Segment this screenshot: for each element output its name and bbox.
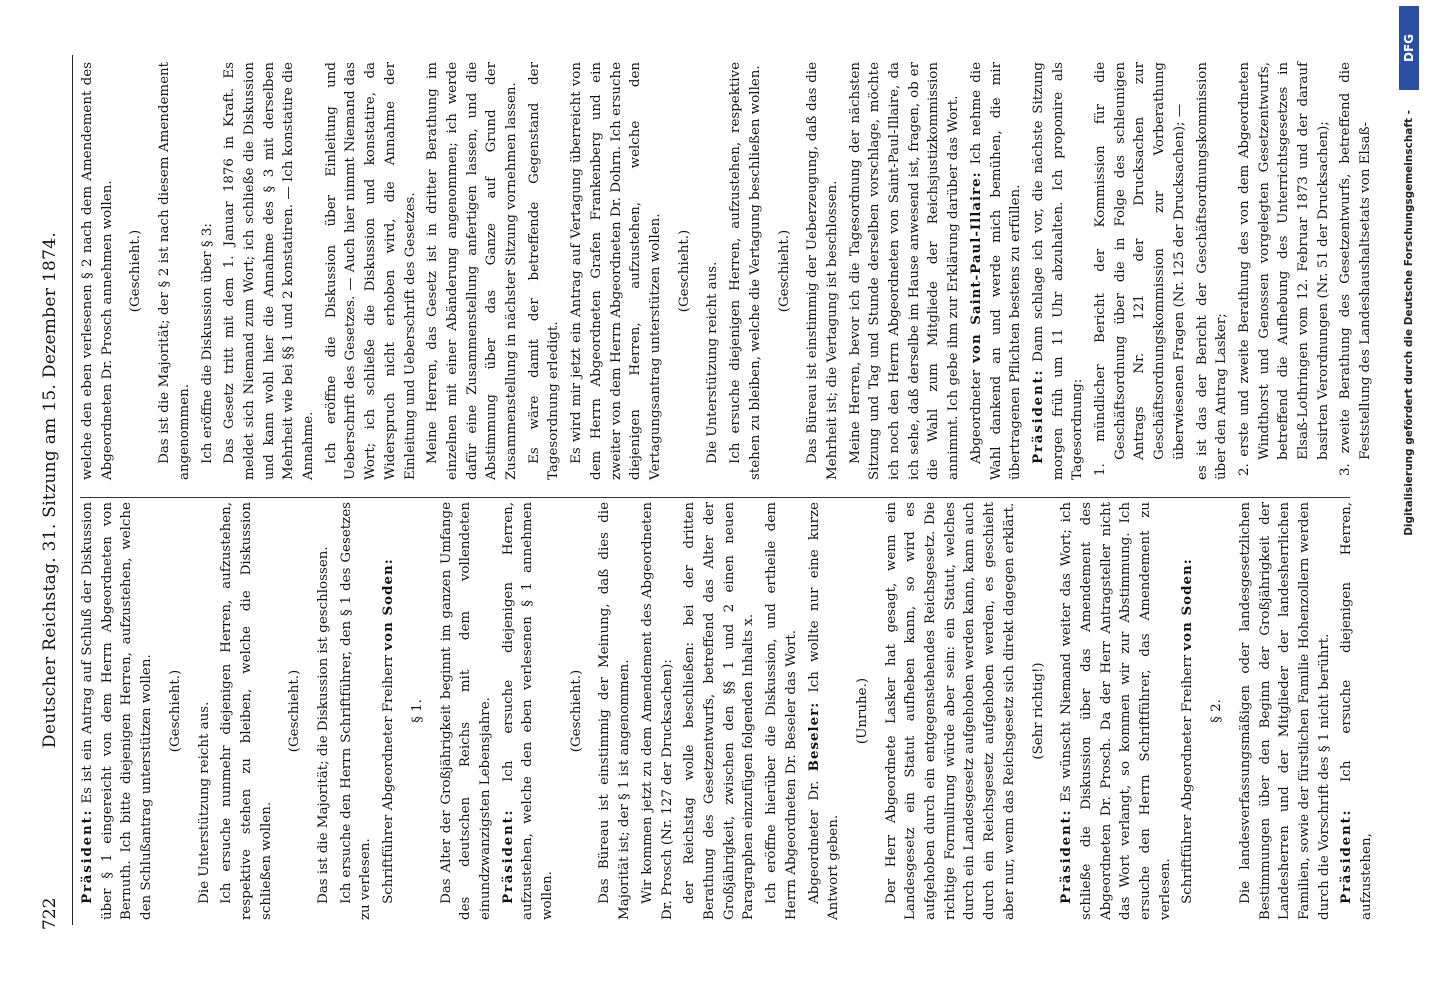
text-column-left — [78, 502, 1380, 920]
agenda-item — [1235, 62, 1334, 480]
paragraph — [726, 62, 765, 480]
paragraph-text: Ich eröffne die Diskussion über § 3: — [199, 223, 215, 464]
paragraph-text: Schriftführer Abgeordneter Freiherr — [381, 654, 397, 904]
paragraph-text: Die Unterstützung reicht aus. — [196, 701, 212, 904]
funding-sidebar — [1395, 0, 1427, 1000]
paragraph-text: Es wird mir jetzt ein Antrag auf Vertagung überreicht von dem Herrn Abgeordneten Grafen Frankenberg und ein zweiter von dem Herrn Abgeordneten Dr. Dohrn. Ich ersuche diejenigen Herren, aufzustehen, welche den Vertagungsantrag unterstützen wollen. — [569, 62, 663, 480]
paragraph — [680, 502, 759, 920]
running-title: Deutscher Reichstag. 31. Sitzung am 15. Dezember 1874. — [40, 231, 60, 749]
paragraph — [1057, 502, 1175, 920]
paragraph-text: Das Büreau ist einstimmig der Meinung, daß dies die Majorität ist; der § 1 ist angenommen. — [597, 502, 633, 920]
speaker-label: Präsident: — [1338, 808, 1355, 904]
paragraph — [762, 502, 801, 920]
paragraph — [155, 62, 194, 480]
paragraph — [437, 502, 496, 920]
paragraph-text: Dann schlage ich vor, die nächste Sitzung morgen früh um 11 Uhr abzuhalten. Ich proponire als Tagesordnung: — [1030, 62, 1086, 480]
paragraph-text: Die landesverfassungsmäßigen oder landesgesetzlichen Bestimmungen über den Beginn der Großjährigkeit der Landesherren und der Mitglieder der landesherrlichen Familien, sowie der fürstlichen Familie Hohenzollern werden durch die Vorschrift des § 1 nicht berührt. — [1237, 502, 1332, 920]
agenda-item — [1336, 62, 1375, 480]
funding-note: Digitalisierung gefördert durch die Deutsche Forschungsgemeinschaft - — [1403, 110, 1415, 536]
stage-direction: § 2. — [1209, 699, 1225, 723]
stage-direction: (Geschieht.) — [676, 229, 692, 313]
paragraph — [78, 62, 117, 480]
paragraph — [638, 502, 677, 920]
paragraph-text: Schriftführer Abgeordneter Freiherr — [1180, 654, 1196, 904]
paragraph — [1337, 502, 1376, 920]
speaker-name: von Saint-Paul-Illaire: — [967, 171, 984, 363]
paragraph — [78, 502, 157, 920]
paragraph-text: Abgeordneter Dr. — [806, 780, 822, 904]
paragraph-text: Es ist ein Antrag auf Schluß der Diskussion über § 1 eingereicht von dem Herrn Abgeordneten von Bernuth. Ich bitte diejenigen Herren, aufzustehen, welche den Schlußantrag unterstützen wollen. — [80, 502, 155, 920]
paragraph — [1029, 62, 1088, 480]
paragraph — [525, 62, 564, 480]
stage-direction: (Geschieht.) — [287, 669, 303, 753]
paragraph-text: Ich ersuche den Herrn Schriftführer, den § 1 des Gesetzes zu verlesen. — [338, 502, 374, 920]
paragraph — [567, 62, 666, 480]
paragraph-text: Das ist die Majorität; der § 2 ist nach diesem Amendement angenommen. — [157, 62, 192, 480]
paragraph-text: Ich eröffne die Diskussion über Einleitung und Ueberschrift des Gesetzes. — Auch hier nimmt Niemand das Wort; ich schließe die Diskussion und konstatire, da Widerspruch nicht erhoben wird, die Annahme der Einleitung und Ueberschrift des Gesetzes. — [323, 62, 418, 480]
header-rule — [72, 55, 73, 925]
paragraph-text: Ich ersuche diejenigen Herren, aufzustehen, — [1339, 502, 1375, 920]
dfg-logo: DFG — [1399, 6, 1419, 90]
paragraph-text: Ich nehme die Wahl dankend an und werde mich bemühen, die mir übertragenen Pflichten bestens zu erfüllen. — [968, 62, 1024, 480]
stage-direction: (Geschieht.) — [167, 669, 183, 753]
stage-direction: (Geschieht.) — [568, 669, 584, 753]
paragraph — [337, 502, 376, 920]
paragraph — [703, 62, 723, 480]
stage-direction: (Unruhe.) — [854, 677, 870, 745]
paragraph — [846, 62, 964, 480]
paragraph — [198, 62, 218, 480]
paragraph-text: Das ist die Majorität; die Diskussion ist geschlossen. — [316, 546, 332, 904]
paragraph — [967, 62, 1026, 480]
speaker-name: von Soden: — [1179, 558, 1196, 651]
paragraph-text: Das Alter der Großjährigkeit beginnt im ganzen Umfange des deutschen Reichs mit dem vollendeten einundzwanzigsten Lebensjahre. — [438, 502, 493, 920]
agenda-item — [1091, 62, 1190, 480]
speaker-label: Präsident: — [79, 808, 95, 904]
paragraph-text: Abgeordneter — [968, 369, 984, 464]
paragraph — [1236, 502, 1335, 920]
stage-direction: § 1. — [409, 699, 425, 723]
paragraph-text: Ich ersuche diejenigen Herren, aufzustehen, respektive stehen zu bleiben, welche die Vertagung beschließen wollen. — [728, 62, 763, 480]
text-column-right — [78, 62, 1379, 480]
speaker-label: Präsident: — [1058, 808, 1075, 904]
paragraph-text: Es wäre damit der betreffende Gegenstand der Tagesordnung erledigt. — [526, 62, 562, 480]
paragraph — [882, 502, 1020, 920]
paragraph-text: Ich wollte nur eine kurze Antwort geben. — [806, 502, 842, 920]
paragraph — [314, 502, 334, 920]
paragraph-text: Es wünscht Niemand weiter das Wort; ich schließe die Diskussion über das Amendement des Abgeordneten Dr. Prosch. Da der Herr Antragsteller nicht das Wort verlangt, so kommen wir zur Abstimmung. Ich ersuche den Herrn Schriftführer, das Amendement zu verlesen. — [1059, 502, 1173, 920]
paragraph — [595, 502, 634, 920]
page-header — [40, 50, 68, 930]
speaker-label: Präsident: — [1029, 368, 1046, 464]
paragraph — [805, 502, 844, 920]
paragraph — [499, 502, 558, 920]
stage-direction: (Geschieht.) — [776, 229, 792, 313]
paragraph-text: Das Gesetz tritt mit dem 1. Januar 1876 in Kraft. Es meldet sich Niemand zum Wort; ich schließe die Diskussion und kann wohl hier die Annahme des § 3 mit derselben Mehrheit wie bei §§ 1 und 2 konstatiren. — Ich konstatire die Annahme. — [222, 62, 317, 480]
paragraph-text: Der Herr Abgeordnete Lasker hat gesagt, wenn ein Landesgesetz ein Statut aufheben kann, so wird es aufgehoben durch ein entgegenstehendes Reichsgesetz. Die richtige Formulirung würde aber sein: ein Statut, welches durch ein Landesgesetz aufgehoben werden kann, kann auch durch ein Reichsgesetz aufgehoben werden, es geschieht aber nur, wenn das Reichsgesetz sich direkt dagegen erklärt. — [883, 502, 1017, 920]
stage-direction: (Geschieht.) — [128, 229, 144, 313]
paragraph-text: der Reichstag wolle beschließen: bei der dritten Berathung des Gesetzentwurfs, betreffend das Alter der Großjährigkeit, zwischen den §§ 1 und 2 einen neuen Paragraphen einzufügen folgenden Inhalts x. — [682, 502, 757, 920]
paragraph-text: Ich eröffne hierüber die Diskussion, und ertheile dem Herrn Abgeordneten Dr. Beseler das Wort. — [764, 502, 799, 920]
paragraph-text: Ich ersuche nunmehr diejenigen Herren, aufzustehen, respektive stehen zu bleiben, welche die Diskussion schließen wollen. — [219, 502, 274, 920]
paragraph-text: Das Büreau ist einstimmig der Ueberzeugung, daß das die Mehrheit ist; die Vertagung ist beschlossen. — [805, 62, 840, 480]
paragraph — [1178, 502, 1198, 920]
speaker-label: Präsident: — [499, 808, 516, 904]
paragraph-text: Die Unterstützung reicht aus. — [705, 261, 721, 464]
stage-direction: (Sehr richtig!) — [1030, 662, 1046, 760]
paragraph — [423, 62, 522, 480]
paragraph-text: Wir kommen jetzt zu dem Amendement des Abgeordneten Dr. Prosch (Nr. 127 der Drucksachen): — [639, 502, 675, 920]
column-divider — [80, 497, 1350, 498]
paragraph-text: Meine Herren, bevor ich die Tagesordnung der nächsten Sitzung und Tag und Stunde derselben vorschlage, möchte ich noch den Herrn Abgeordneten von Saint-Paul-Illaire, da ich sehe, daß derselbe im Hause anwesend ist, fragen, ob er die Wahl zum Mitgliede der Reichsjustizkommission annimmt. Ich gebe ihm zur Erklärung darüber das Wort. — [847, 62, 962, 480]
paragraph — [322, 62, 421, 480]
paragraph-text: 1. mündlicher Bericht der Kommission für die Geschäftsordnung über die in Folge des schleunigen Antrags Nr. 121 der Drucksachen zur Geschäftsordnungskommission zur Vorberathung überwiesenen Fragen (Nr. 125 der Drucksachen); — — [1093, 62, 1187, 476]
speaker-name: Beseler: — [805, 701, 822, 772]
paragraph — [217, 502, 276, 920]
paragraph-text: Ich ersuche diejenigen Herren, aufzustehen, welche den eben verlesenen § 1 annehmen wollen. — [500, 502, 556, 920]
paragraph — [1193, 62, 1232, 480]
paragraph — [220, 62, 319, 480]
speaker-name: von Soden: — [380, 558, 397, 651]
paragraph-text: welche den eben verlesenen § 2 nach dem Amendement des Abgeordneten Dr. Prosch annehmen wollen. — [80, 62, 115, 480]
page-number: 722 — [40, 897, 60, 930]
paragraph-text: 2. erste und zweite Berathung des von dem Abgeordneten Windthorst und Genossen vorgelegten Gesetzentwurfs, betreffend die Aufhebung des Unterrichtsgesetzes in Elsaß-Lothringen vom 12. Februar 1873 und der darauf basirten Verordnungen (Nr. 51 der Drucksachen); — [1236, 62, 1331, 476]
paragraph — [195, 502, 215, 920]
paragraph-text: 3. zweite Berathung des Gesetzentwurfs, betreffend die Feststellung des Landeshaushaltsetats von Elsaß- — [1338, 62, 1374, 476]
paragraph-text: Meine Herren, das Gesetz ist in dritter Berathung im einzelnen mit einer Abänderung angenommen; ich werde dafür eine Zusammenstellung anfertigen lassen, und die Abstimmung über das Ganze auf Grund der Zusammenstellung in nächster Sitzung vornehmen lassen. — [425, 62, 520, 480]
paragraph — [803, 62, 842, 480]
paragraph — [379, 502, 399, 920]
paragraph-text: es ist das der Bericht der Geschäftsordnungskommission über den Antrag Lasker; — [1194, 62, 1230, 480]
